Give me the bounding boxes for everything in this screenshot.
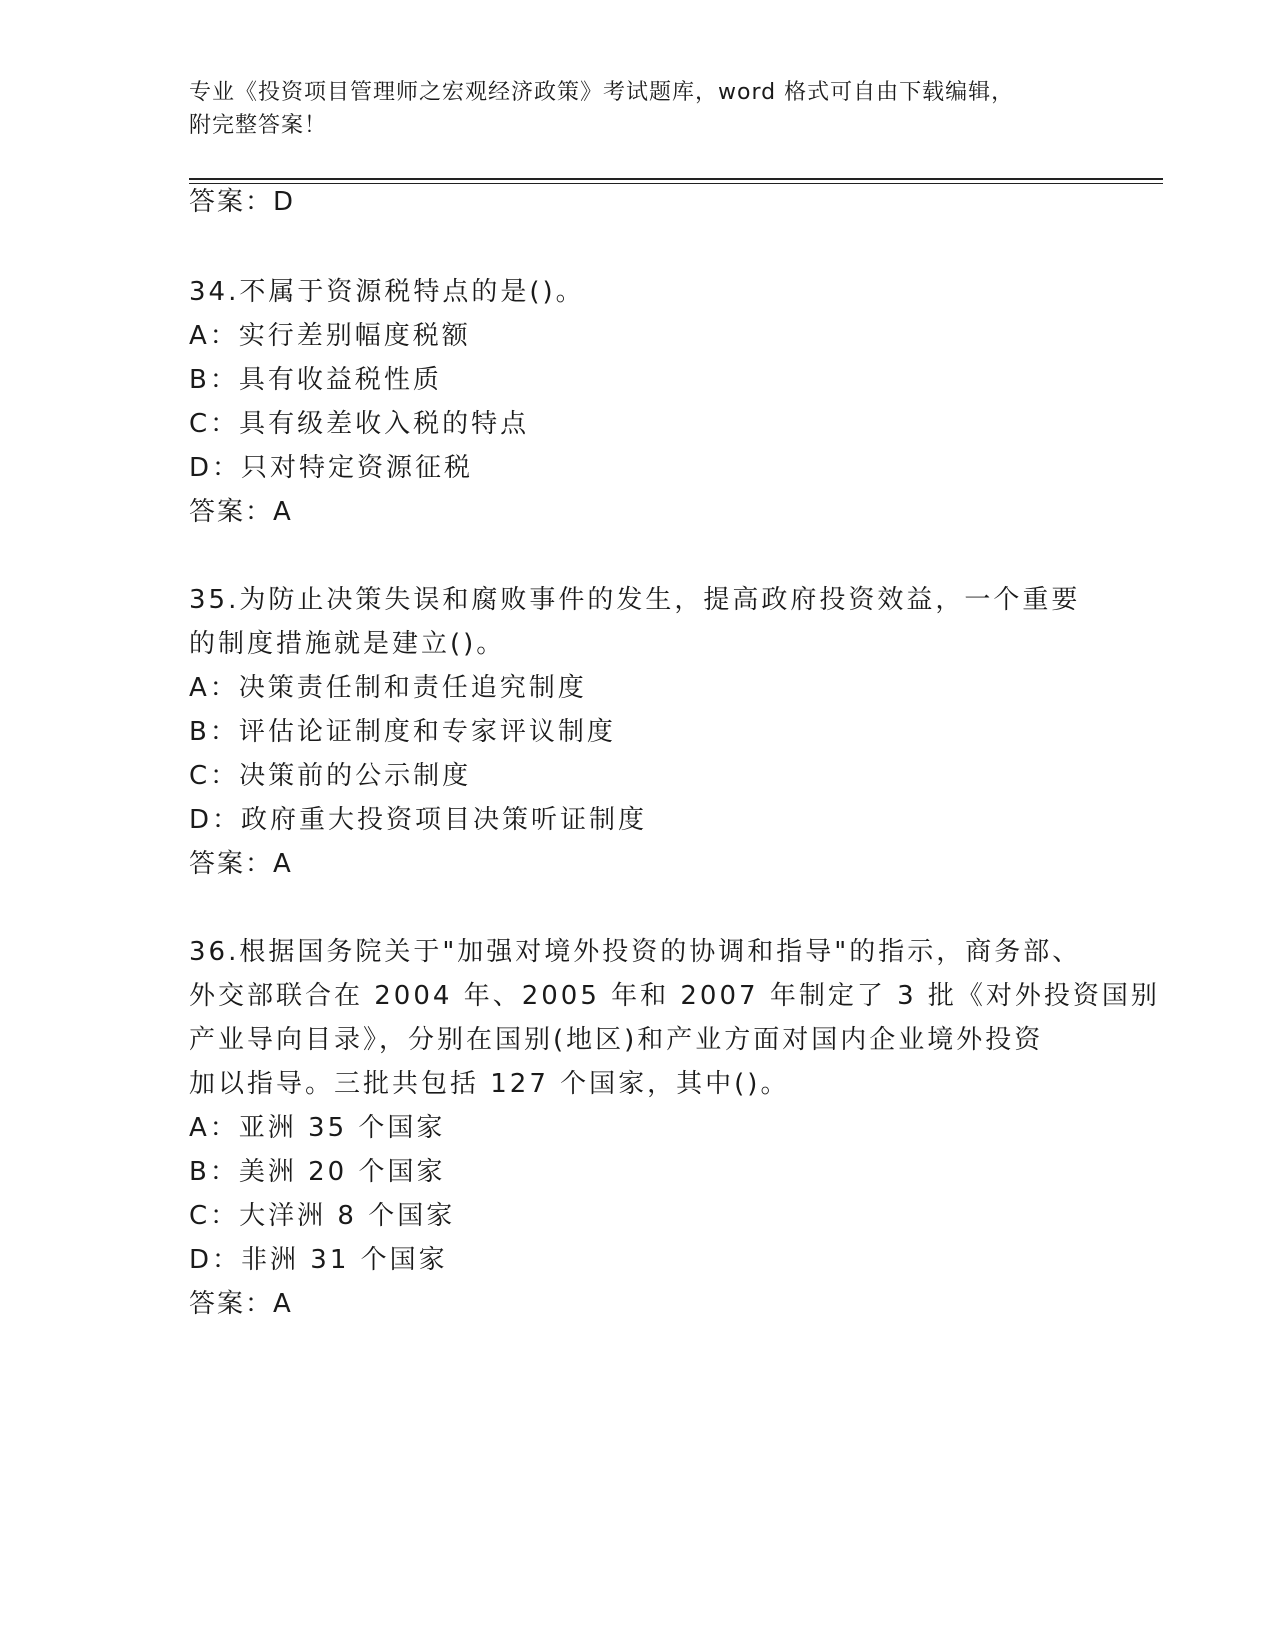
question-36-option-b: B：美洲 20 个国家 [189, 1157, 446, 1187]
question-36-text-line-4: 加以指导。三批共包括 127 个国家，其中()。 [189, 1069, 790, 1099]
question-35-option-a: A：决策责任制和责任追究制度 [189, 673, 587, 703]
question-35-option-d: D：政府重大投资项目决策听证制度 [189, 805, 648, 835]
question-34-option-a: A：实行差别幅度税额 [189, 321, 471, 351]
question-35-text-line-1: 35.为防止决策失误和腐败事件的发生，提高政府投资效益，一个重要 [189, 585, 1081, 615]
question-36-option-d: D：非洲 31 个国家 [189, 1245, 448, 1275]
header-divider-thick [189, 178, 1163, 180]
answer-34: 答案：A [189, 497, 293, 527]
question-34-option-c: C：具有级差收入税的特点 [189, 409, 530, 439]
header-divider-thin [189, 183, 1163, 184]
question-35-text-line-2: 的制度措施就是建立()。 [189, 629, 506, 659]
document-header [189, 76, 1089, 142]
question-34-option-b: B：具有收益税性质 [189, 365, 442, 395]
question-36-text-line-1: 36.根据国务院关于"加强对境外投资的协调和指导"的指示，商务部、 [189, 937, 1082, 967]
question-34-option-d: D：只对特定资源征税 [189, 453, 474, 483]
header-line-1: 专业《投资项目管理师之宏观经济政策》考试题库，word 格式可自由下载编辑， [189, 80, 1015, 105]
answer-33: 答案：D [189, 187, 296, 217]
question-36-option-a: A：亚洲 35 个国家 [189, 1113, 446, 1143]
question-36-text-line-3: 产业导向目录》，分别在国别(地区)和产业方面对国内企业境外投资 [189, 1025, 1044, 1055]
answer-36: 答案：A [189, 1289, 293, 1319]
question-34-text: 34.不属于资源税特点的是()。 [189, 277, 585, 307]
answer-35: 答案：A [189, 849, 293, 879]
question-35-option-c: C：决策前的公示制度 [189, 761, 472, 791]
question-36-option-c: C：大洋洲 8 个国家 [189, 1201, 456, 1231]
header-line-2: 附完整答案！ [189, 113, 328, 138]
question-36-text-line-2: 外交部联合在 2004 年、2005 年和 2007 年制定了 3 批《对外投资国别 [189, 981, 1160, 1011]
question-35-option-b: B：评估论证制度和专家评议制度 [189, 717, 616, 747]
